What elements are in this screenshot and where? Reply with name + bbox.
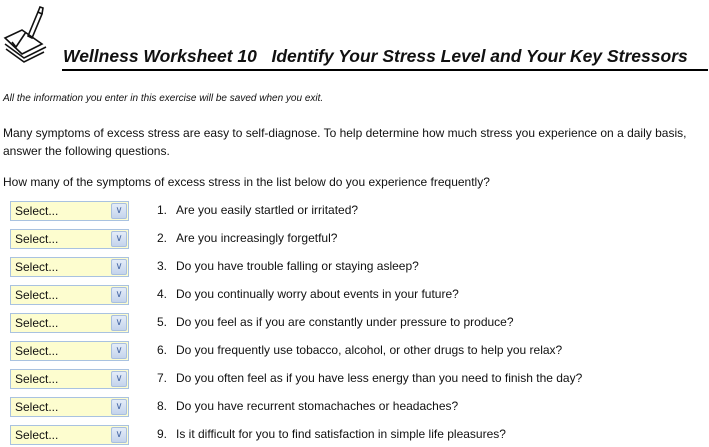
symptom-row xyxy=(0,257,700,279)
select-value: Select... xyxy=(15,288,59,302)
select-value: Select... xyxy=(15,344,59,358)
symptom-row xyxy=(0,313,700,335)
chevron-down-icon[interactable]: ∨ xyxy=(111,287,127,303)
chevron-down-icon[interactable]: ∨ xyxy=(111,203,127,219)
symptom-text: Do you have trouble falling or staying asleep? xyxy=(176,259,419,273)
select-value: Select... xyxy=(15,428,59,442)
select-value: Select... xyxy=(15,400,59,414)
save-note: All the information you enter in this exercise will be saved when you exit. xyxy=(3,93,324,104)
intro-line: following questions. xyxy=(65,144,170,158)
symptom-row xyxy=(0,341,700,363)
symptom-text: Do you feel as if you are constantly under pressure to produce? xyxy=(176,315,514,329)
title-underline xyxy=(62,69,708,71)
symptom-text: Do you have recurrent stomachaches or headaches? xyxy=(176,399,459,413)
question-prompt: How many of the symptoms of excess stress in the list below do you experience frequently? xyxy=(3,175,490,189)
symptom-row xyxy=(0,369,700,391)
item-number: 6. xyxy=(157,343,168,357)
symptom-select[interactable] xyxy=(10,397,129,417)
select-value: Select... xyxy=(15,260,59,274)
symptom-text: Do you often feel as if you have less energy than you need to finish the day? xyxy=(176,371,583,385)
item-number: 4. xyxy=(157,287,168,301)
symptom-row xyxy=(0,229,700,251)
item-number: 9. xyxy=(157,427,168,441)
symptom-row xyxy=(0,285,700,307)
item-number: 5. xyxy=(157,315,168,329)
item-number: 8. xyxy=(157,399,168,413)
item-number: 1. xyxy=(157,203,168,217)
chevron-down-icon[interactable]: ∨ xyxy=(111,231,127,247)
symptom-select[interactable] xyxy=(10,341,129,361)
chevron-down-icon[interactable]: ∨ xyxy=(111,315,127,331)
symptom-text: Do you continually worry about events in your future? xyxy=(176,287,459,301)
symptom-select[interactable] xyxy=(10,257,129,277)
item-number: 7. xyxy=(157,371,168,385)
item-number: 2. xyxy=(157,231,168,245)
select-value: Select... xyxy=(15,372,59,386)
chevron-down-icon[interactable]: ∨ xyxy=(111,259,127,275)
symptom-row xyxy=(0,425,700,447)
select-value: Select... xyxy=(15,232,59,246)
symptom-row xyxy=(0,201,700,223)
intro-text xyxy=(3,124,706,160)
symptom-text: Do you frequently use tobacco, alcohol, or other drugs to help you relax? xyxy=(176,343,563,357)
select-value: Select... xyxy=(15,316,59,330)
intro-line: Many symptoms of excess stress are easy to self-diagnose. To help determine how much stress you experience on a daily basis, answer the xyxy=(3,126,687,158)
symptom-select[interactable] xyxy=(10,425,129,445)
symptom-select[interactable] xyxy=(10,285,129,305)
symptom-text: Are you increasingly forgetful? xyxy=(176,231,338,245)
chevron-down-icon[interactable]: ∨ xyxy=(111,343,127,359)
page-title: Wellness Worksheet 10 Identify Your Stress Level and Your Key Stressors xyxy=(63,46,688,66)
symptom-select[interactable] xyxy=(10,229,129,249)
symptom-select[interactable] xyxy=(10,369,129,389)
symptom-select[interactable] xyxy=(10,313,129,333)
item-number: 3. xyxy=(157,259,168,273)
symptom-text: Are you easily startled or irritated? xyxy=(176,203,359,217)
chevron-down-icon[interactable]: ∨ xyxy=(111,427,127,443)
chevron-down-icon[interactable]: ∨ xyxy=(111,399,127,415)
select-value: Select... xyxy=(15,204,59,218)
worksheet-logo-icon xyxy=(2,4,48,64)
chevron-down-icon[interactable]: ∨ xyxy=(111,371,127,387)
symptom-row xyxy=(0,397,700,419)
symptom-text: Is it difficult for you to find satisfaction in simple life pleasures? xyxy=(176,427,506,441)
symptom-select[interactable] xyxy=(10,201,129,221)
